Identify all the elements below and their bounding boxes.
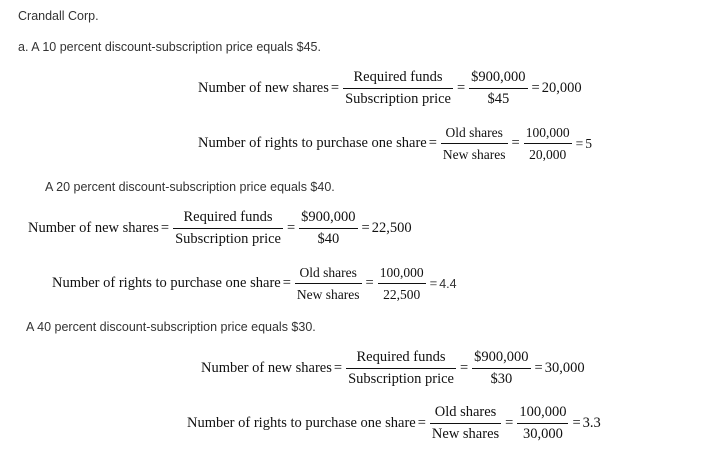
rights-equation-30 (187, 404, 601, 443)
heading: Crandall Corp. (18, 9, 99, 23)
fraction-numerator: Old shares (434, 404, 497, 420)
equals-sign: = (511, 135, 520, 151)
fraction-denominator: Subscription price (173, 228, 283, 248)
rights-label: Number of rights to purchase one share (187, 415, 416, 431)
equals-sign: = (429, 275, 438, 291)
new-shares-result: 20,000 (541, 80, 582, 96)
old-shares-value: 100,000 (519, 404, 567, 420)
equals-sign: = (282, 275, 291, 291)
equals-sign: = (459, 360, 469, 376)
equals-sign: = (505, 415, 514, 431)
value-fraction (299, 209, 357, 248)
required-funds-fraction (346, 349, 456, 388)
shares-value-fraction (378, 264, 426, 303)
funds-value: $900,000 (471, 69, 526, 85)
value-fraction (469, 69, 527, 108)
price-value: $40 (299, 228, 357, 248)
equals-sign: = (365, 275, 374, 291)
fraction-numerator: Required funds (356, 349, 446, 365)
fraction-denominator: Subscription price (343, 88, 453, 108)
equals-sign: = (333, 360, 343, 376)
new-shares-value: 20,000 (524, 143, 572, 163)
rights-result: 5 (585, 135, 592, 151)
part-a-intro: a. A 10 percent discount-subscription price equals $45. (18, 40, 321, 54)
equals-sign: = (286, 220, 296, 236)
equals-sign: = (531, 80, 540, 96)
fraction-numerator: Old shares (445, 125, 503, 140)
equals-sign: = (572, 415, 581, 431)
equals-sign: = (456, 80, 466, 96)
equals-sign: = (575, 135, 584, 151)
rights-equation-45 (198, 124, 592, 163)
fraction-denominator: New shares (441, 143, 508, 163)
equals-sign: = (428, 135, 437, 151)
fraction-denominator: New shares (430, 423, 501, 443)
shares-ratio-fraction (295, 264, 362, 303)
rights-result: 3.3 (582, 415, 601, 431)
case-40-intro: A 40 percent discount-subscription price equals $30. (26, 320, 316, 334)
equals-sign: = (361, 220, 370, 236)
case-20-intro: A 20 percent discount-subscription price equals $40. (45, 180, 335, 194)
new-shares-result: 30,000 (544, 360, 585, 376)
rights-label: Number of rights to purchase one share (198, 135, 427, 151)
new-shares-equation-45 (198, 69, 582, 108)
new-shares-value: 22,500 (378, 283, 426, 303)
equals-sign: = (534, 360, 543, 376)
funds-value: $900,000 (474, 349, 529, 365)
equals-sign: = (330, 80, 340, 96)
shares-value-fraction (524, 124, 572, 163)
old-shares-value: 100,000 (379, 265, 424, 280)
fraction-denominator: New shares (295, 283, 362, 303)
shares-ratio-fraction (441, 124, 508, 163)
equals-sign: = (417, 415, 426, 431)
funds-value: $900,000 (301, 209, 356, 225)
new-shares-equation-30 (201, 349, 585, 388)
fraction-denominator: Subscription price (346, 368, 456, 388)
price-value: $30 (472, 368, 530, 388)
new-shares-result: 22,500 (371, 220, 412, 236)
shares-ratio-fraction (430, 404, 501, 443)
rights-equation-40 (52, 264, 457, 303)
rights-result: 4.4 (439, 276, 457, 291)
required-funds-fraction (173, 209, 283, 248)
fraction-numerator: Required funds (353, 69, 443, 85)
fraction-numerator: Required funds (183, 209, 273, 225)
fraction-numerator: Old shares (299, 265, 357, 280)
new-shares-label: Number of new shares (198, 80, 329, 96)
new-shares-label: Number of new shares (201, 360, 332, 376)
shares-value-fraction (517, 404, 568, 443)
equals-sign: = (160, 220, 170, 236)
new-shares-label: Number of new shares (28, 220, 159, 236)
new-shares-equation-40 (28, 209, 412, 248)
required-funds-fraction (343, 69, 453, 108)
price-value: $45 (469, 88, 527, 108)
new-shares-value: 30,000 (517, 423, 568, 443)
old-shares-value: 100,000 (525, 125, 570, 140)
rights-label: Number of rights to purchase one share (52, 275, 281, 291)
value-fraction (472, 349, 530, 388)
